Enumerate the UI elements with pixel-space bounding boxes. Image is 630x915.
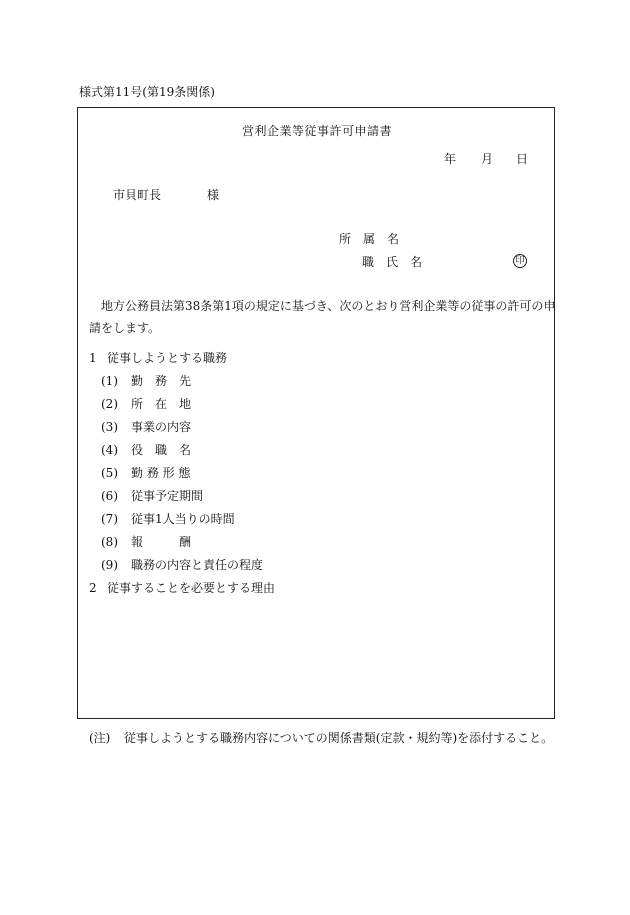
item-number: (9) <box>101 558 118 572</box>
section-1-title: 従事しようとする職務 <box>107 351 228 365</box>
section-2-title: 従事することを必要とする理由 <box>107 581 276 595</box>
note-text: 従事しようとする職務内容についての関係書類(定款・規約等)を添付すること。 <box>124 731 554 745</box>
item-number: (1) <box>101 374 118 388</box>
item-label: 従事1人当りの時間 <box>131 512 235 526</box>
item-label: 事業の内容 <box>131 420 192 434</box>
seal-mark: 印 <box>513 254 527 268</box>
date-day: 日 <box>516 152 529 166</box>
position-name-label: 職 氏 名 <box>362 255 423 269</box>
item-number: (2) <box>101 397 118 411</box>
affiliation-label: 所 属 名 <box>339 232 400 246</box>
item-label: 職務の内容と責任の程度 <box>131 558 264 572</box>
item-number: (7) <box>101 512 118 526</box>
item-label: 報 酬 <box>131 535 192 549</box>
item-label: 役 職 名 <box>131 443 192 457</box>
addressee: 市貝町長 <box>113 188 162 202</box>
body-text-line-1: 地方公務員法第38条第1項の規定に基づき、次のとおり営利企業等の従事の許可の申 <box>101 299 556 313</box>
form-number: 様式第11号(第19条関係) <box>79 85 215 99</box>
item-label: 所 在 地 <box>131 397 192 411</box>
date-month: 月 <box>481 152 494 166</box>
addressee-suffix: 様 <box>207 188 220 202</box>
form-title: 営利企業等従事許可申請書 <box>242 124 393 138</box>
section-2-number: 2 <box>89 581 97 595</box>
item-label: 勤 務 形 態 <box>131 466 191 480</box>
item-label: 勤 務 先 <box>131 374 192 388</box>
note-label: (注) <box>89 731 111 745</box>
section-1-number: 1 <box>89 351 97 365</box>
date-year: 年 <box>444 152 457 166</box>
body-text-line-2: 請をします。 <box>89 321 161 335</box>
item-number: (8) <box>101 535 118 549</box>
item-number: (6) <box>101 489 118 503</box>
item-number: (3) <box>101 420 118 434</box>
item-number: (4) <box>101 443 118 457</box>
item-number: (5) <box>101 466 118 480</box>
item-label: 従事予定期間 <box>131 489 204 503</box>
